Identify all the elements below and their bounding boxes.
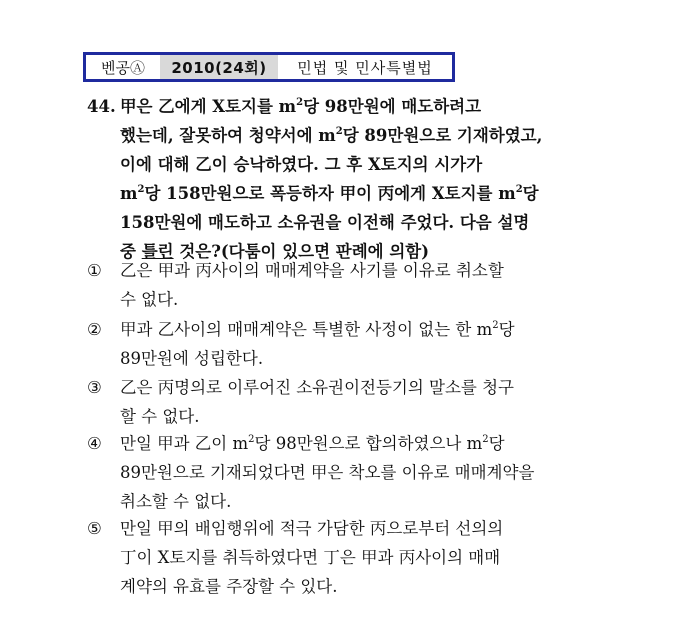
question-line: 158만원에 매도하고 소유권을 이전해 주었다. 다음 설명 bbox=[120, 213, 530, 232]
answer-option-4[interactable] bbox=[87, 429, 607, 516]
question-line: $m^2$당 158만원으로 폭등하자 甲이 丙에게 X토지를 $m^2$당 bbox=[120, 184, 539, 203]
option-number-1: ① bbox=[87, 261, 102, 280]
option-line: 취소할 수 없다. bbox=[120, 492, 232, 511]
answer-option-3[interactable] bbox=[87, 373, 607, 431]
exam-subject-label: 민법 및 민사특별법 bbox=[297, 58, 433, 77]
answer-option-2[interactable] bbox=[87, 315, 607, 373]
question-line: 중 틀린 것은?(다툼이 있으면 판례에 의함) bbox=[120, 242, 430, 261]
option-line: 乙은 甲과 丙사이의 매매계약을 사기를 이유로 취소할 bbox=[120, 261, 504, 280]
answer-option-1[interactable] bbox=[87, 256, 607, 314]
exam-year-label: 2010(24회) bbox=[160, 55, 278, 79]
question-number: 44. bbox=[87, 97, 116, 116]
emphasis-wrong: 틀린 bbox=[141, 242, 174, 261]
option-line: 丁이 X토지를 취득하였다면 丁은 甲과 丙사이의 매매 bbox=[120, 548, 501, 567]
answer-option-5[interactable] bbox=[87, 514, 607, 601]
option-line: 89만원에 성립한다. bbox=[120, 349, 264, 368]
option-line: 乙은 丙명의로 이루어진 소유권이전등기의 말소를 청구 bbox=[120, 378, 514, 397]
option-number-5: ⑤ bbox=[87, 519, 102, 538]
option-line: 만일 甲의 배임행위에 적극 가담한 丙으로부터 선의의 bbox=[120, 519, 504, 538]
exam-series-label: 벤공Ⓐ bbox=[101, 58, 145, 77]
question-line: 이에 대해 乙이 승낙하였다. 그 후 X토지의 시가가 bbox=[120, 155, 483, 174]
option-line: 수 없다. bbox=[120, 290, 179, 309]
exam-header bbox=[83, 52, 455, 82]
option-line: 89만원으로 기재되었다면 甲은 착오를 이유로 매매계약을 bbox=[120, 463, 535, 482]
question-line: 했는데, 잘못하여 청약서에 $m^2$당 89만원으로 기재하였고, bbox=[120, 126, 543, 145]
option-line: 만일 甲과 乙이 $m^2$당 98만원으로 합의하였으나 $m^2$당 bbox=[120, 434, 505, 453]
option-number-2: ② bbox=[87, 320, 102, 339]
option-number-4: ④ bbox=[87, 434, 102, 453]
option-line: 계약의 유효를 주장할 수 있다. bbox=[120, 577, 338, 596]
option-line: 甲과 乙사이의 매매계약은 특별한 사정이 없는 한 $m^2$당 bbox=[120, 320, 515, 339]
option-line: 할 수 없다. bbox=[120, 407, 200, 426]
option-number-3: ③ bbox=[87, 378, 102, 397]
question-line: 甲은 乙에게 X토지를 $m^2$당 98만원에 매도하려고 bbox=[120, 97, 482, 116]
